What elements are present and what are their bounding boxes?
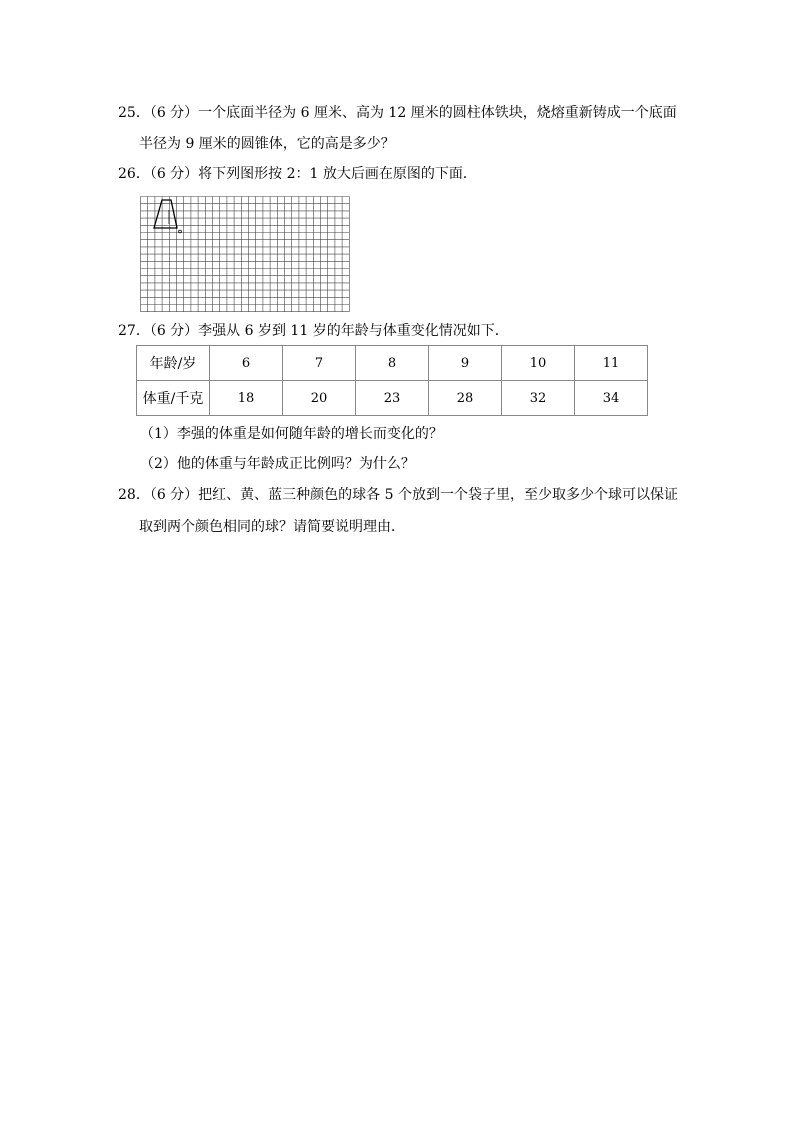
row-header-age: 年龄/岁 bbox=[137, 346, 210, 381]
q27-line-1: 27．（6 分）李强从 6 岁到 11 岁的年龄与体重变化情况如下． bbox=[118, 323, 509, 339]
grid-figure bbox=[140, 196, 351, 317]
q25-line-1: 25．（6 分）一个底面半径为 6 厘米、高为 12 厘米的圆柱体铁块，烧熔重新铸成一个底面 bbox=[118, 105, 677, 121]
weight-cell: 23 bbox=[356, 381, 429, 416]
age-cell: 10 bbox=[502, 346, 575, 381]
weight-cell: 32 bbox=[502, 381, 575, 416]
age-cell: 9 bbox=[429, 346, 502, 381]
weight-cell: 34 bbox=[575, 381, 648, 416]
square-grid bbox=[140, 196, 351, 313]
weight-cell: 20 bbox=[283, 381, 356, 416]
trapezoid-shape bbox=[154, 200, 177, 228]
table-row bbox=[137, 346, 648, 381]
age-cell: 8 bbox=[356, 346, 429, 381]
table-row bbox=[137, 381, 648, 416]
q27-sub-2: （2）他的体重与年龄成正比例吗？为什么？ bbox=[140, 456, 415, 472]
grid-lines bbox=[141, 197, 350, 312]
q26-line-1: 26．（6 分）将下列图形按 2：1 放大后画在原图的下面． bbox=[118, 166, 477, 182]
age-weight-table bbox=[136, 345, 648, 416]
q28-line-1: 28．（6 分）把红、黄、蓝三种颜色的球各 5 个放到一个袋子里，至少取多少个球可以保证 bbox=[118, 487, 678, 503]
q28-line-2: 取到两个颜色相同的球？请简要说明理由． bbox=[139, 519, 405, 535]
age-cell: 6 bbox=[210, 346, 283, 381]
age-cell: 7 bbox=[283, 346, 356, 381]
row-header-weight: 体重/千克 bbox=[137, 381, 210, 416]
q27-sub-1: （1）李强的体重是如何随年龄的增长而变化的？ bbox=[140, 426, 443, 442]
q25-line-2: 半径为 9 厘米的圆锥体，它的高是多少？ bbox=[139, 136, 395, 152]
weight-cell: 28 bbox=[429, 381, 502, 416]
weight-cell: 18 bbox=[210, 381, 283, 416]
age-cell: 11 bbox=[575, 346, 648, 381]
